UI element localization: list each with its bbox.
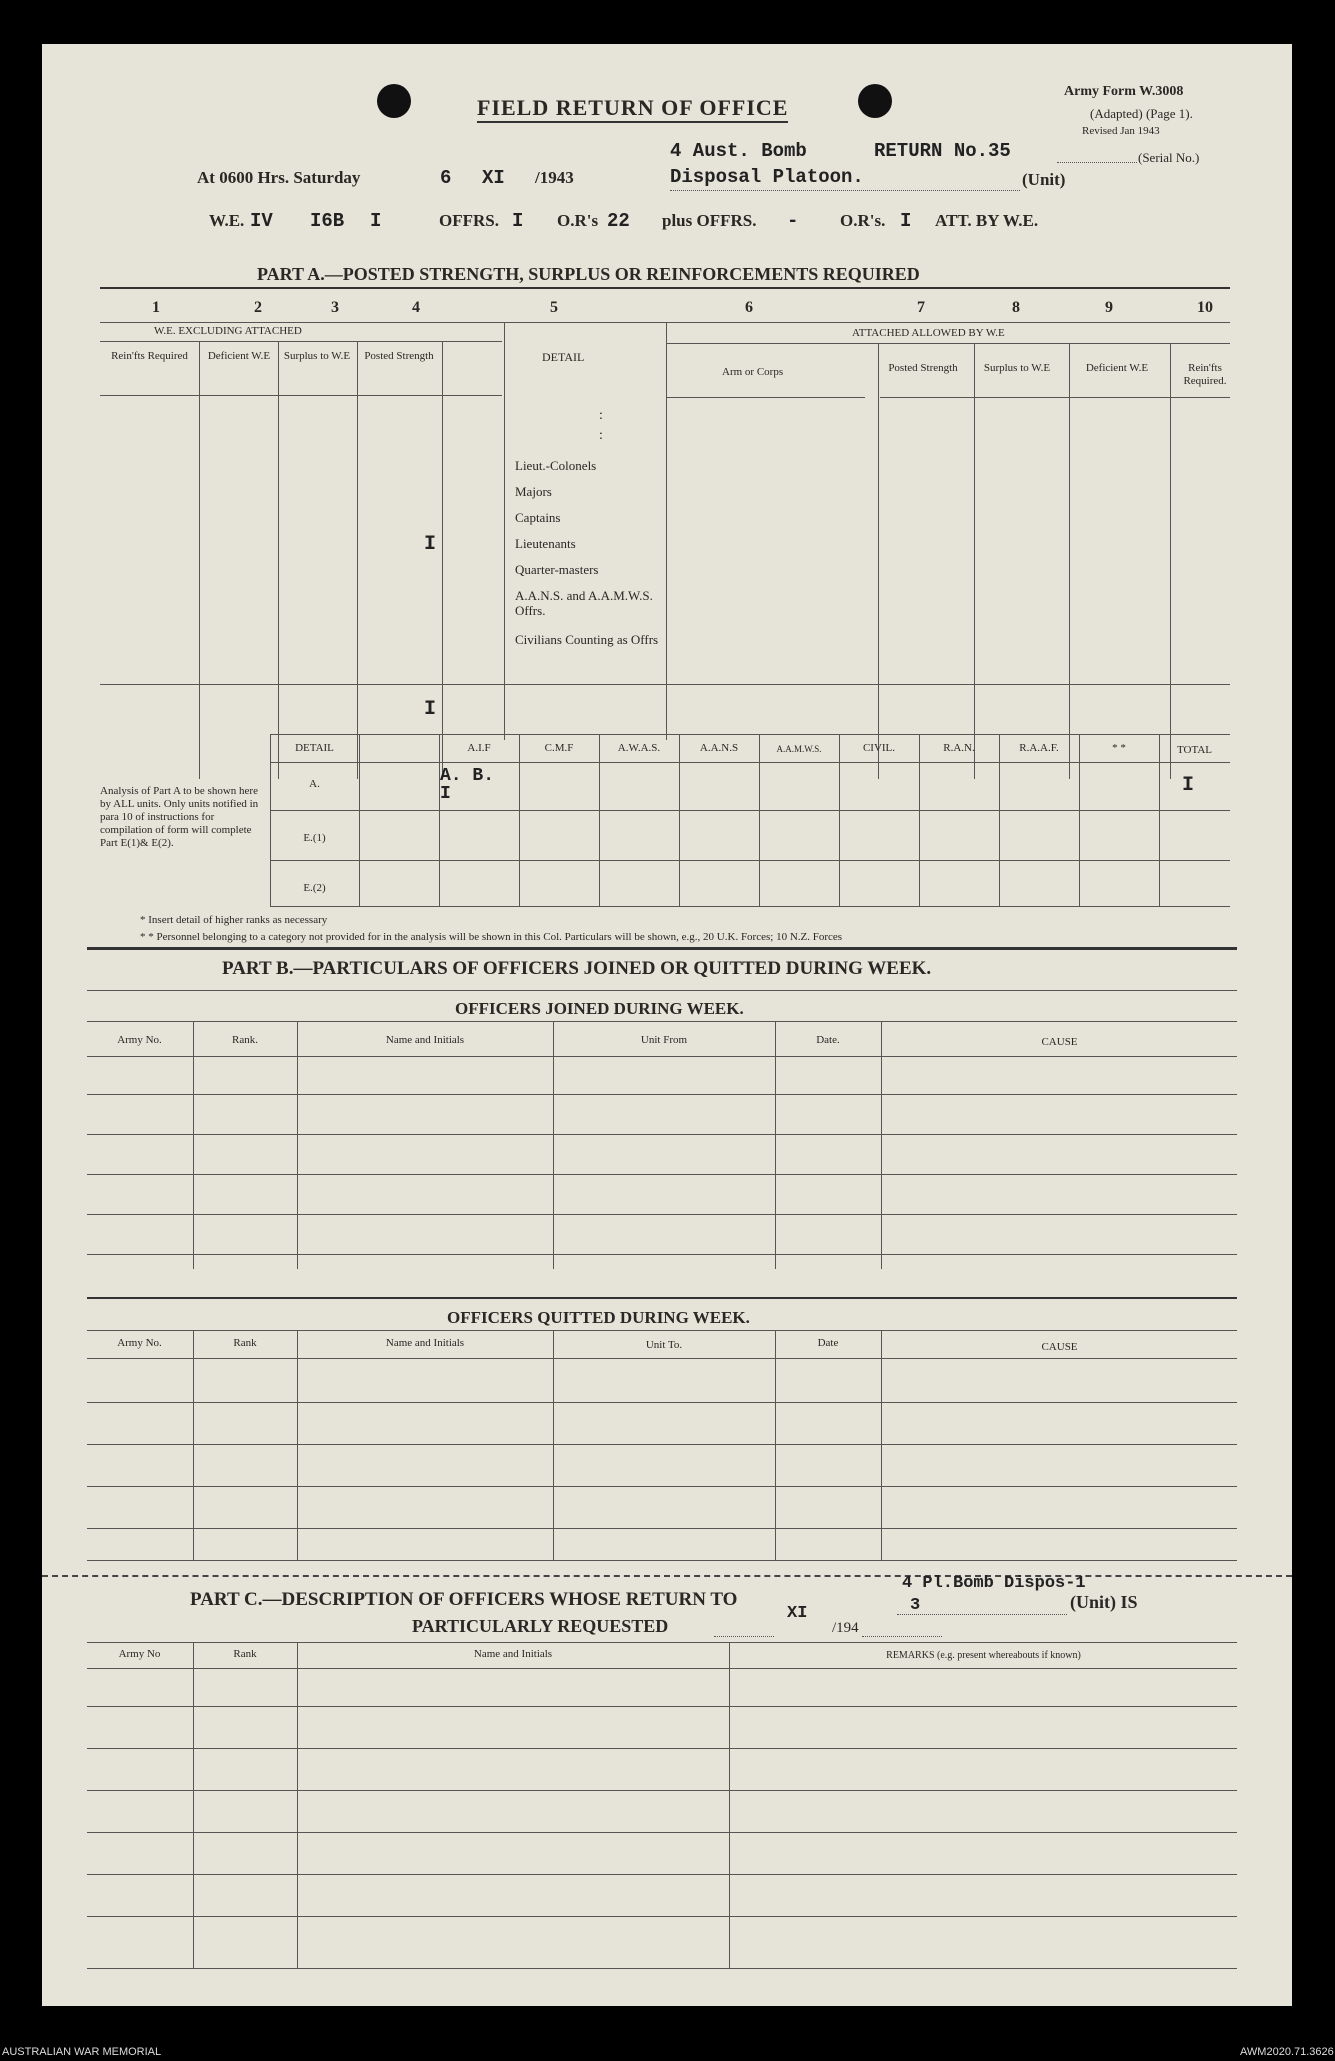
part-c-row-rule-4 [87,1790,1237,1791]
an-vline-2 [439,734,440,906]
joined-header-date: Date. [816,1034,840,1046]
group-right-header: ATTACHED ALLOWED BY W.E [852,327,1005,339]
part-b-title-rule [87,990,1237,991]
ors-value: 22 [607,210,630,232]
quitted-title: OFFICERS QUITTED DURING WEEK. [447,1308,750,1327]
part-a-header-rule [100,322,1230,323]
unit-line-1: 4 Aust. Bomb [670,140,807,162]
right-header-posted: Posted Strength [888,362,958,374]
quitted-row-rule-2 [87,1402,1237,1403]
date-month: XI [482,167,505,189]
joined-header-army-no: Army No. [117,1034,162,1046]
pa-vline-5 [504,322,505,740]
an-vline-8 [919,734,920,906]
pa-vline-8 [974,343,975,779]
quitted-vline-4 [775,1330,776,1560]
col-num-4: 4 [412,299,420,316]
quitted-title-rule [87,1330,1237,1331]
footer-left: AUSTRALIAN WAR MEMORIAL [2,2046,162,2058]
quitted-vline-3 [553,1330,554,1560]
quitted-header-cause: CAUSE [1041,1341,1078,1353]
serial-line [1057,162,1137,163]
quitted-vline-1 [193,1330,194,1560]
form-revised: Revised Jan 1943 [1082,125,1160,137]
part-c-row-rule-5 [87,1832,1237,1833]
aif-entry: A. B. [440,766,495,786]
rank-aans: A.A.N.S. and A.A.M.W.S. Offrs. [515,588,653,618]
detail-dots: : : [599,408,603,443]
pa-vline-2 [278,341,279,779]
pa-vline-9 [1069,343,1070,779]
date-year: /1943 [535,168,574,187]
joined-vline-1 [193,1021,194,1269]
an-header-cmf: C.M.F [544,742,574,754]
part-c-dashed-rule [42,1575,1292,1577]
quitted-bottom-rule [87,1560,1237,1561]
joined-header-cause: CAUSE [1041,1036,1078,1048]
an-header-rule [270,762,1230,763]
an-row-e1: E.(1) [303,832,326,844]
we-label: W.E. [209,211,245,230]
part-c-unit-typed: 4 Pl.Bomb Dispos-1 [902,1574,1086,1593]
joined-row-rule-3 [87,1134,1237,1135]
right-sub-rule [880,397,1230,398]
part-c-unit-line [897,1614,1067,1615]
part-b-top-rule [87,947,1237,950]
col-num-3: 3 [331,299,339,316]
joined-row-rule-6 [87,1254,1237,1255]
part-c-requested-label: PARTICULARLY REQUESTED [412,1616,669,1636]
part-c-header-top [87,1642,1237,1643]
plus-offrs-value: - [787,210,799,232]
an-vline-10 [1079,734,1080,906]
rank-civilians: Civilians Counting as Offrs [515,632,659,647]
left-header-deficient: Deficient W.E [207,350,271,362]
col-num-8: 8 [1012,299,1020,316]
pa-vline-7 [878,343,879,779]
left-header-reinforcements: Rein'fts Required [111,350,188,362]
quitted-row-rule-4 [87,1486,1237,1487]
form-paper [42,44,1292,2006]
pa-vline-4 [442,341,443,779]
an-header-raaf: R.A.A.F. [1019,742,1059,754]
offrs-label: OFFRS. [439,211,499,230]
part-c-header-remarks: REMARKS (e.g. present whereabouts if known) [886,1650,1081,1661]
footnote-other-category: * * Personnel belonging to a category not provided for in the analysis will be shown in this Col. Particulars will be shown, e.g., 20 U.K. Forces; 10 N.Z. Forces [140,931,843,943]
part-c-header-army-no: Army No [118,1648,161,1660]
an-vline-4 [599,734,600,906]
rank-lieutenants: Lieutenants [515,536,576,551]
unit-label: (Unit) [1022,170,1066,189]
an-header-aamws: A.A.M.W.S. [776,744,822,754]
an-vline-5 [679,734,680,906]
left-header-surplus: Surplus to W.E [283,350,351,362]
pa-vline-3 [357,341,358,779]
part-c-unit-typed-2: 3 [910,1596,921,1615]
an-row-a-rule [270,810,1230,811]
arm-sub-rule [667,397,865,398]
joined-row-rule-1 [87,1056,1237,1057]
part-c-date-line [714,1636,774,1637]
at-hours-label: At 0600 Hrs. Saturday [197,168,361,187]
plus-offrs-label: plus OFFRS. [662,211,757,230]
part-c-row-rule-2 [87,1706,1237,1707]
part-c-year-line [862,1636,942,1637]
total-posted-value: I [424,698,437,721]
part-c-vline-1 [193,1642,194,1968]
page-title: FIELD RETURN OF OFFICE [477,95,788,123]
an-header-detail: DETAIL [295,742,334,754]
unit-line-2: Disposal Platoon. [670,166,864,188]
part-b-title: PART B.—PARTICULARS OF OFFICERS JOINED OR QUITTED DURING WEEK. [222,958,932,979]
an-header-other: * * [1112,742,1126,754]
joined-vline-2 [297,1021,298,1269]
part-a-top-rule [100,287,1230,289]
an-header-aif: A.I.F [467,742,491,754]
joined-header-unit-from: Unit From [640,1034,688,1046]
pa-vline-10 [1170,343,1171,779]
date-day: 6 [440,167,452,189]
quitted-header-rank: Rank [233,1337,257,1349]
an-vline-3 [519,734,520,906]
col-num-10: 10 [1197,299,1213,316]
joined-vline-4 [775,1021,776,1269]
quitted-vline-2 [297,1330,298,1560]
an-header-aans: A.A.N.S [699,742,739,754]
punch-hole-right [858,84,892,118]
part-c-date-typed: XI [787,1604,808,1623]
lieutenants-posted-value: I [424,533,437,556]
rank-lieut-colonels: Lieut.-Colonels [515,458,597,473]
part-c-vline-2 [297,1642,298,1968]
part-c-header-rank: Rank [233,1648,257,1660]
serial-label: (Serial No.) [1138,150,1200,165]
col-num-9: 9 [1105,299,1113,316]
col-num-1: 1 [152,299,160,316]
col-num-6: 6 [745,299,753,316]
quitted-row-rule-5 [87,1528,1237,1529]
quitted-header-date: Date [817,1337,839,1349]
part-c-row-rule-7 [87,1916,1237,1917]
part-c-title: PART C.—DESCRIPTION OF OFFICERS WHOSE RETURN TO [190,1589,738,1610]
analysis-note: Analysis of Part A to be shown here by ALL units. Only units notified in para 10 of instructions for compilation of form will complete Part E(1)& E(2). [100,785,259,849]
an-header-civil: CIVIL. [862,742,896,754]
an-row-a: A. [309,778,320,790]
col-num-2: 2 [254,299,262,316]
part-c-row-rule-1 [87,1668,1237,1669]
an-vline-7 [839,734,840,906]
quitted-header-unit-to: Unit To. [645,1339,683,1351]
part-c-header-name: Name and Initials [473,1648,553,1660]
part-a-total-rule [100,684,1230,685]
an-header-awas: A.W.A.S. [617,742,661,754]
pa-vline-6 [666,322,667,740]
return-number: RETURN No.35 [874,140,1011,162]
offrs-value: I [512,210,524,232]
joined-row-rule-5 [87,1214,1237,1215]
group-left-header: W.E. EXCLUDING ATTACHED [154,325,302,337]
right-header-deficient: Deficient W.E [1085,362,1149,374]
an-vline-9 [999,734,1000,906]
footnote-higher-ranks: * Insert detail of higher ranks as necessary [140,914,328,926]
part-c-row-rule-8 [87,1968,1237,1969]
joined-title: OFFICERS JOINED DURING WEEK. [455,999,744,1018]
joined-row-rule-4 [87,1174,1237,1175]
an-vline-6 [759,734,760,906]
an-header-ran: R.A.N. [943,742,975,754]
joined-bottom-rule [87,1297,1237,1299]
pa-vline-1 [199,341,200,779]
part-c-row-rule-3 [87,1748,1237,1749]
right-header-surplus: Surplus to W.E [983,362,1051,374]
quitted-row-rule-1 [87,1358,1237,1359]
an-vline-0 [270,734,271,906]
arm-corps-header: Arm or Corps [722,366,784,378]
form-adapted: (Adapted) (Page 1). [1090,106,1193,121]
punch-hole-left [377,84,411,118]
we-value-3: I [370,210,382,232]
part-c-row-rule-6 [87,1874,1237,1875]
col-num-5: 5 [550,299,558,316]
part-c-year: /194 [832,1620,859,1636]
an-row-e1-rule [270,860,1230,861]
joined-row-rule-2 [87,1094,1237,1095]
joined-header-rank: Rank. [232,1034,258,1046]
joined-vline-5 [881,1021,882,1269]
group-right-rule [667,343,1230,344]
analysis-total-value: I [1182,774,1195,797]
we-value-2: I6B [310,210,345,232]
an-vline-11 [1159,734,1160,906]
rank-captains: Captains [515,510,561,525]
right-header-reinforcements: Rein'fts Required. [1183,362,1227,387]
part-a-title: PART A.—POSTED STRENGTH, SURPLUS OR REINFORCEMENTS REQUIRED [257,264,920,284]
left-header-posted: Posted Strength [364,350,434,362]
quitted-header-army-no: Army No. [117,1337,162,1349]
col-num-7: 7 [917,299,925,316]
part-c-unit-label: (Unit) IS [1070,1592,1138,1612]
an-vline-1 [359,734,360,906]
footer-right: AWM2020.71.3626 [1240,2046,1334,2058]
aif-value: I [440,784,451,804]
quitted-header-name: Name and Initials [385,1337,465,1349]
rank-quartermasters: Quarter-masters [515,562,599,577]
an-row-e2: E.(2) [303,882,326,894]
ors-label: O.R's [557,211,599,230]
quitted-row-rule-3 [87,1444,1237,1445]
quitted-vline-5 [881,1330,882,1560]
part-c-vline-3 [729,1642,730,1968]
we-value-1: IV [250,210,273,232]
an-header-total: TOTAL [1177,744,1212,756]
detail-header: DETAIL [542,350,585,364]
rank-majors: Majors [515,484,552,499]
unit-dotted-line [670,190,1020,191]
ors2-label: O.R's. [840,211,886,230]
att-label: ATT. BY W.E. [935,211,1039,230]
joined-title-rule [87,1021,1237,1022]
form-number: Army Form W.3008 [1064,84,1184,99]
ors2-value: I [900,210,912,232]
part-a-bottom-rule [270,734,1230,735]
an-row-e2-rule [270,906,1230,907]
joined-header-name: Name and Initials [385,1034,465,1046]
joined-vline-3 [553,1021,554,1269]
